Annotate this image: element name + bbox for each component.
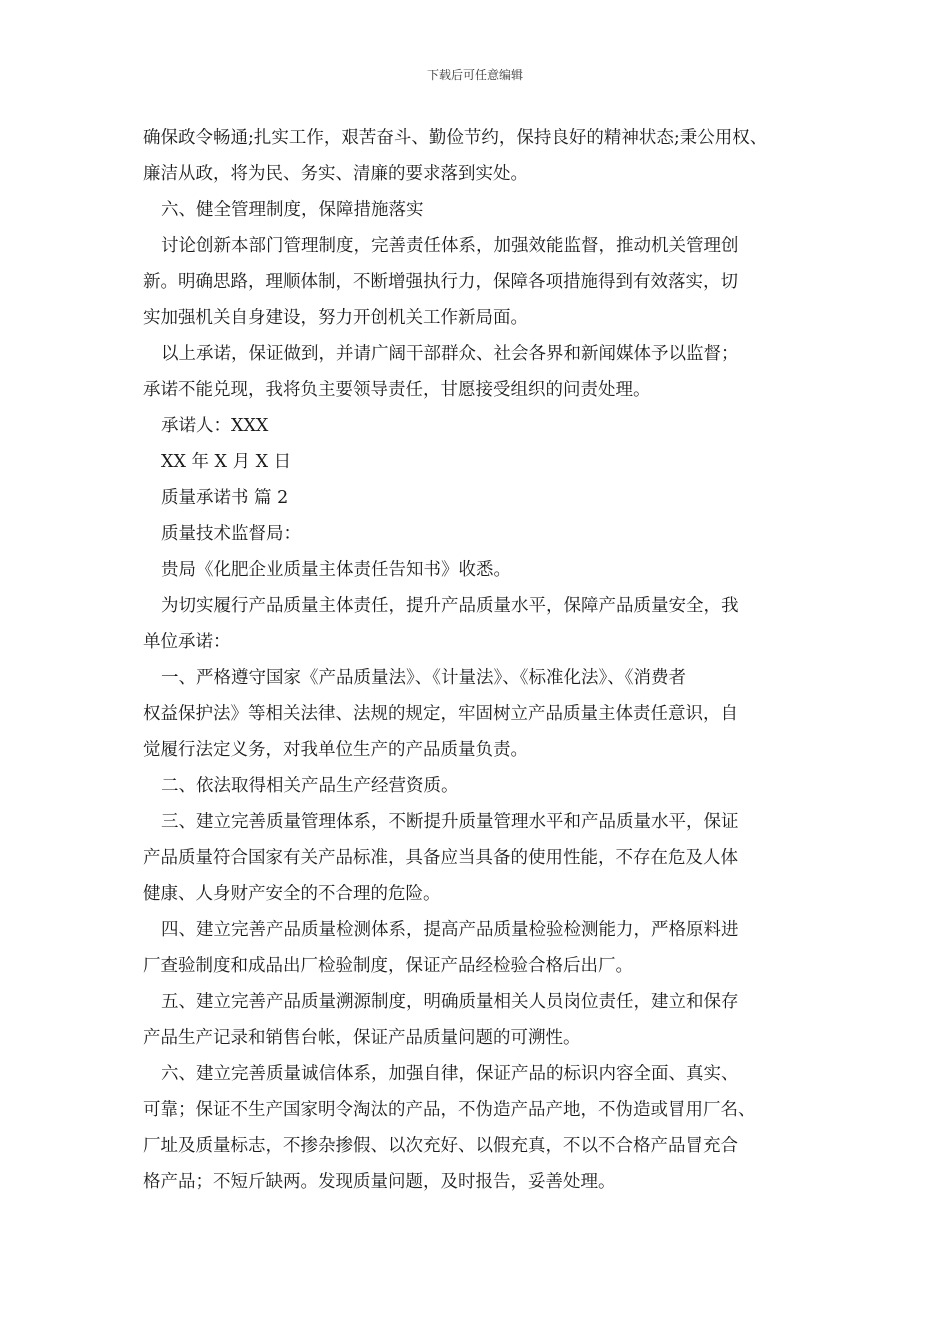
page-header: 下载后可任意编辑 (426, 68, 523, 82)
text-line: 四、建立完善产品质量检测体系，提高产品质量检验检测能力，严格原料进 (161, 920, 739, 940)
text-line: 六、建立完善质量诚信体系，加强自律，保证产品的标识内容全面、真实、 (161, 1064, 739, 1084)
section-heading: 六、健全管理制度，保障措施落实 (161, 200, 424, 220)
text-line: 三、建立完善质量管理体系，不断提升质量管理水平和产品质量水平，保证 (161, 812, 739, 832)
text-line: 觉履行法定义务，对我单位生产的产品质量负责。 (143, 740, 528, 760)
date-line: XX 年 X 月 X 日 (161, 452, 292, 472)
text-line: 五、建立完善产品质量溯源制度，明确质量相关人员岗位责任，建立和保存 (161, 992, 739, 1012)
document-body (143, 120, 815, 1200)
text-line: 健康、人身财产安全的不合理的危险。 (143, 884, 441, 904)
text-line: 单位承诺： (143, 632, 231, 652)
addressee-line: 质量技术监督局： (161, 524, 301, 544)
text-line: 产品生产记录和销售台帐，保证产品质量问题的可溯性。 (143, 1028, 581, 1048)
text-line: 格产品；不短斤缺两。发现质量问题，及时报告，妥善处理。 (143, 1172, 616, 1192)
text-line: 新。明确思路，理顺体制，不断增强执行力，保障各项措施得到有效落实，切 (143, 272, 738, 292)
text-line: 承诺不能兑现，我将负主要领导责任，甘愿接受组织的问责处理。 (143, 380, 651, 400)
text-line: 产品质量符合国家有关产品标准，具备应当具备的使用性能，不存在危及人体 (143, 848, 738, 868)
text-line: 讨论创新本部门管理制度，完善责任体系，加强效能监督，推动机关管理创 (161, 236, 739, 256)
text-line: 贵局《化肥企业质量主体责任告知书》收悉。 (161, 560, 511, 580)
text-line: 廉洁从政，将为民、务实、清廉的要求落到实处。 (143, 164, 528, 184)
text-line: 确保政令畅通;扎实工作，艰苦奋斗、勤俭节约，保持良好的精神状态;秉公用权、 (143, 128, 768, 148)
text-line: 实加强机关自身建设，努力开创机关工作新局面。 (143, 308, 528, 328)
text-line: 可靠；保证不生产国家明令淘汰的产品，不伪造产品产地，不伪造或冒用厂名、 (143, 1100, 756, 1120)
text-line: 厂查验制度和成品出厂检验制度，保证产品经检验合格后出厂。 (143, 956, 633, 976)
text-line: 一、严格遵守国家《产品质量法》、《计量法》、《标准化法》、《消费者 (161, 668, 686, 688)
signatory-line: 承诺人：XXX (161, 416, 269, 436)
text-line: 为切实履行产品质量主体责任，提升产品质量水平，保障产品质量安全，我 (161, 596, 739, 616)
text-line: 以上承诺，保证做到，并请广阔干部群众、社会各界和新闻媒体予以监督； (161, 344, 739, 364)
text-line: 厂址及质量标志，不掺杂掺假、以次充好、以假充真，不以不合格产品冒充合 (143, 1136, 738, 1156)
text-line: 二、依法取得相关产品生产经营资质。 (161, 776, 459, 796)
text-line: 权益保护法》等相关法律、法规的规定，牢固树立产品质量主体责任意识，自 (143, 704, 738, 724)
section-title: 质量承诺书 篇 2 (161, 488, 289, 508)
